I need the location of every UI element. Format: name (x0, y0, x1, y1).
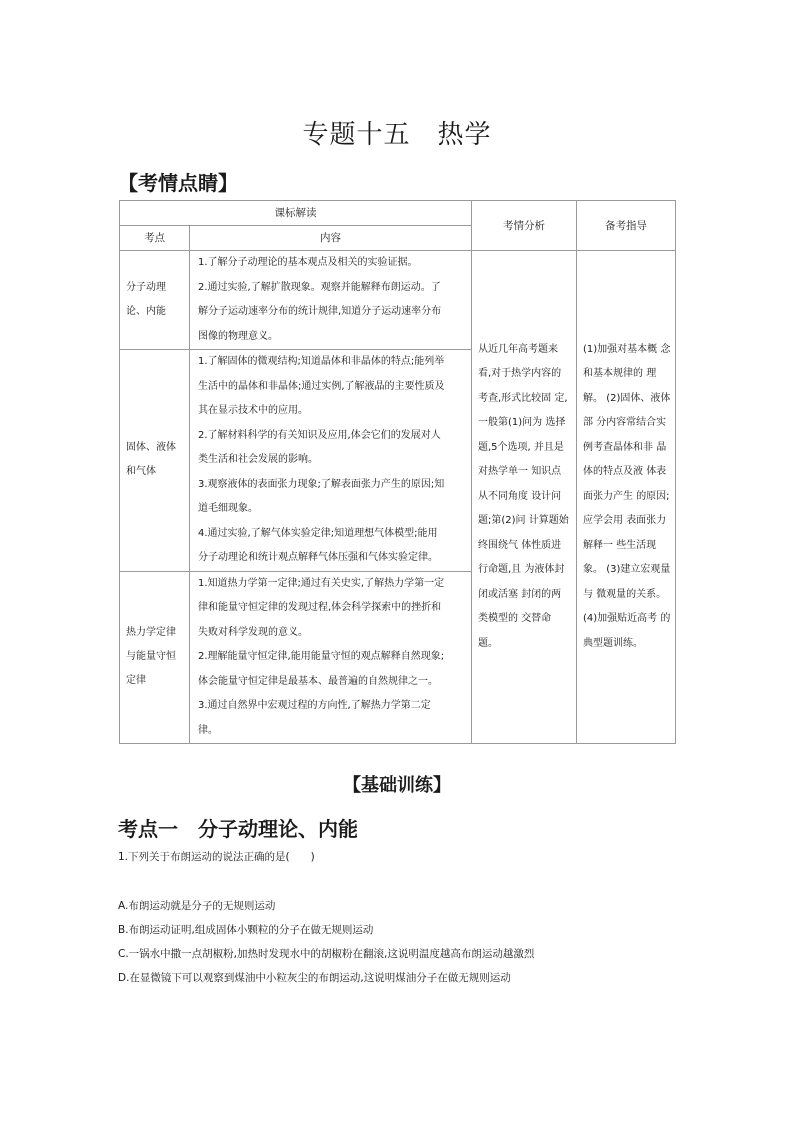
option-d: D.在显微镜下可以观察到煤油中小粒灰尘的布朗运动,这说明煤油分子在做无规则运动 (118, 972, 511, 984)
header-group: 课标解读 (120, 201, 472, 226)
option-a: A.布朗运动就是分子的无规则运动 (118, 900, 276, 912)
guide-line: (4)加强贴近高考 (583, 613, 658, 625)
topic-cell (120, 350, 190, 572)
kaodian-heading: 考点一 分子动理论、内能 (118, 817, 358, 841)
analysis-line: 知识点从不同角度 (478, 466, 562, 502)
topic-line: 和气体 (126, 466, 156, 478)
analysis-line: 看,对于热学内容的 (478, 368, 562, 380)
guide-line: 的典型题训练。 (583, 613, 671, 649)
guide-line: 微观量的关系。 (596, 588, 667, 600)
topic-line: 定律 (126, 675, 146, 687)
guide-cell (577, 251, 676, 744)
content-cell (190, 251, 472, 350)
content-line: 3.观察液体的表面张力现象;了解表面张力产生的原因;知 (198, 478, 445, 490)
analysis-line: 体性质进行命题,且 (478, 539, 562, 576)
analysis-line: 计算题始终围绕气 (478, 515, 569, 551)
guide-line: 些生活现象。 (583, 539, 657, 576)
header-content: 内容 (190, 226, 472, 251)
analysis-line: 封闭的两类模型的 (478, 588, 562, 625)
header-topic: 考点 (120, 226, 190, 251)
content-cell (190, 350, 472, 572)
training-heading: 【基础训练】 (343, 775, 451, 796)
analysis-line: 选择题,5个选项, (478, 417, 566, 453)
content-line: 其在显示技术中的应用。 (198, 405, 308, 416)
content-line: 2.通过实验,了解扩散现象。观察并能解释布朗运动。了 (198, 281, 441, 293)
content-line: 道毛细现象。 (198, 503, 258, 514)
content-line: 1.了解固体的微观结构;知道晶体和非晶体的特点;能列举 (198, 356, 445, 367)
topic-line: 热力学定律 (126, 627, 176, 639)
question-stem: 1.下列关于布朗运动的说法正确的是( ) (118, 851, 315, 863)
page-title: 专题十五 热学 (302, 120, 492, 150)
content-line: 失败对科学发现的意义。 (198, 626, 308, 638)
content-line: 解分子运动速率分布的统计规律,知道分子运动速率分布 (198, 306, 442, 317)
topic-line: 与能量守恒 (126, 651, 176, 663)
guide-line: 的原因;应学会用 (583, 490, 670, 527)
analysis-line: 交替命题。 (478, 613, 552, 649)
header-guide: 备考指导 (577, 201, 676, 251)
analysis-line: 从近几年高考题来 (478, 343, 558, 355)
analysis-cell (472, 251, 577, 744)
content-line: 类生活和社会发展的影响。 (198, 454, 318, 465)
guide-line: 表面张力解释一 (583, 515, 667, 551)
content-line: 2.理解能量守恒定律,能用能量守恒的观点解释自然现象; (198, 651, 445, 662)
table-row (120, 251, 676, 350)
guide-line: (3)建立宏观量与 (583, 564, 671, 600)
analysis-line: 设计问题;第(2)问 (478, 490, 562, 527)
content-line: 律和能量守恒定律的发现过程,体会科学探索中的挫折和 (198, 602, 442, 613)
guide-line: 理解。 (583, 368, 657, 404)
content-line: 生活中的晶体和非晶体;通过实例,了解液晶的主要性质及 (198, 380, 445, 392)
content-line: 1.了解分子动理论的基本观点及相关的实验证据。 (198, 257, 418, 268)
content-line: 3.通过自然界中宏观过程的方向性,了解热力学第二定 (198, 700, 431, 711)
topic-line: 分子动理 (126, 282, 166, 293)
topic-cell (120, 251, 190, 350)
guide-line: 晶体的特点及液 (583, 441, 667, 478)
analysis-line: 考查,形式比较固 (478, 392, 552, 404)
guide-line: 念和基本规律的 (583, 343, 671, 380)
content-cell (190, 571, 472, 744)
content-line: 分子动理论和统计观点解释气体压强和气体实验定律。 (198, 552, 438, 563)
syllabus-table (119, 200, 676, 744)
content-line: 律。 (198, 724, 218, 736)
guide-line: 分内容常结合实 (596, 417, 667, 429)
guide-line: 体表面张力产生 (583, 466, 667, 502)
analysis-line: 定,一般第(1)问为 (478, 392, 568, 429)
header-analysis: 考情分析 (472, 201, 577, 251)
analysis-line: 并且是对热学单一 (478, 441, 564, 478)
content-line: 2.了解材料科学的有关知识及应用,体会它们的发展对人 (198, 429, 441, 441)
option-c: C.一锅水中撒一点胡椒粉,加热时发现水中的胡椒粉在翻滚,这说明温度越高布朗运动越激烈 (118, 948, 535, 960)
content-line: 体会能量守恒定律是最基本、最普遍的自然规律之一。 (198, 675, 438, 687)
guide-line: (1)加强对基本概 (583, 343, 658, 355)
topic-line: 固体、液体 (126, 442, 176, 454)
option-b: B.布朗运动证明,组成固体小颗粒的分子在做无规则运动 (118, 924, 374, 936)
guide-line: (2)固体、液体部 (583, 392, 671, 429)
guide-line: 例考查晶体和非 (583, 441, 653, 453)
topic-cell (120, 571, 190, 744)
content-line: 图像的物理意义。 (198, 330, 278, 342)
topic-line: 论、内能 (126, 306, 166, 317)
content-line: 1.知道热力学第一定律;通过有关史实,了解热力学第一定 (198, 577, 445, 589)
section-heading: 【考情点睛】 (118, 171, 238, 195)
analysis-line: 为液体封闭或活塞 (478, 564, 565, 600)
content-line: 4.通过实验,了解气体实验定律;知道理想气体模型;能用 (198, 527, 438, 539)
